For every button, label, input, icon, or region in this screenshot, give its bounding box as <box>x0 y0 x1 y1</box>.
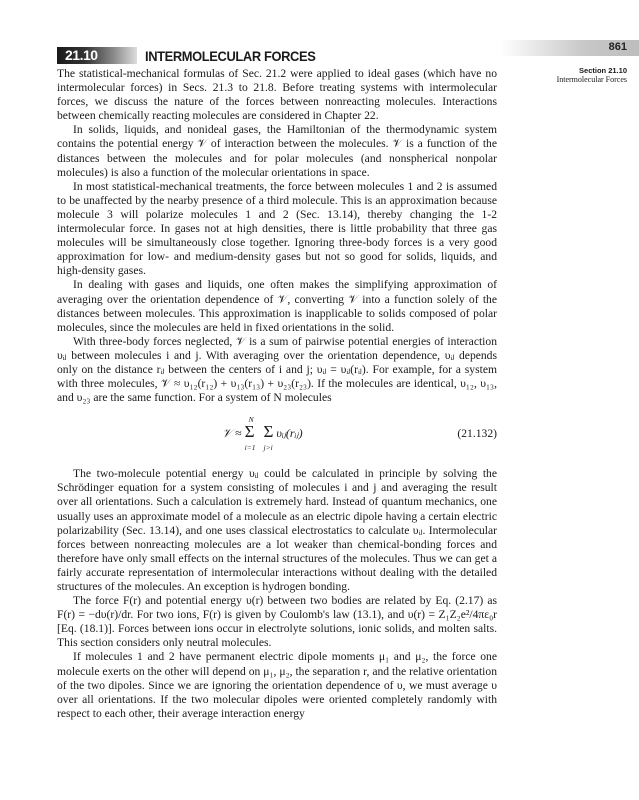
paragraph: The statistical-mechanical formulas of Sec. 21.2 were applied to ideal gases (which have no intermolecular forces) in Secs. 21.3 to 21.8. Before treating systems with intermolecular forces, we discuss the nature of the forces between nonreacting molecules. Interactions between chemically reacting molecules are considered in Chapter 22. <box>57 67 497 123</box>
margin-section-title: Intermolecular Forces <box>556 75 627 84</box>
paragraph: If molecules 1 and 2 have permanent electric dipole moments μ₁ and μ₂, the force one molecule exerts on the other will depend on μ₁, μ₂, the separation r, and the relative orientation of the two dipoles. Since we are ignoring the orientation dependence of υ, we must average υ over all orientations. If the two molecular dipoles were oriented completely randomly with respect to each other, their average interaction energy <box>57 650 497 720</box>
body-text <box>57 67 497 721</box>
equation-number: (21.132) <box>457 427 497 441</box>
sum-symbol: Σ j>i <box>264 422 274 441</box>
equation-lhs: 𝒱 ≈ <box>222 426 242 441</box>
paragraph: The force F(r) and potential energy υ(r) between two bodies are related by Eq. (2.17) as F(r) = −dυ(r)/dr. For two ions, F(r) is given by Coulomb's law (13.1), and υ(r) = Z₁Z₂e²/4πε₀r [Eq. (18.1)]. Forces between ions occur in electrolyte solutions, ionic solids, and molten salts. This section considers only neutral molecules. <box>57 594 497 650</box>
sum-lower-limit: i=1 <box>244 443 256 453</box>
margin-section-label: Section 21.10 <box>579 66 627 75</box>
sum-lower-limit: j>i <box>263 443 273 453</box>
paragraph: In dealing with gases and liquids, one often makes the simplifying approximation of averaging over the orientation dependence of 𝒱, converting 𝒱 into a function solely of the distances between molecules. This approximation is inapplicable to solids composed of polar molecules, since the molecules are held in fixed orientations in the solid. <box>57 278 497 334</box>
paragraph: In most statistical-mechanical treatments, the force between molecules 1 and 2 is assumed to be unaffected by the nearby presence of a third molecule. This is an approximation because molecule 3 will polarize molecules 1 and 2 (Sec. 13.14), thereby changing the 1-2 intermolecular force. In gases not at high densities, there is little probability that three gas molecules will be simultaneously close together. Ignoring three-body forces is a very good approximation for low- and medium-density gases but not so good for solids, liquids, and high-density gases. <box>57 179 497 278</box>
section-number: 21.10 <box>65 47 98 63</box>
equation-term: υᵢⱼ(rᵢⱼ) <box>276 426 303 441</box>
sum-upper-limit: N <box>248 415 254 425</box>
page-number: 861 <box>608 41 627 53</box>
paragraph: With three-body forces neglected, 𝒱 is a sum of pairwise potential energies of interaction υᵢⱼ between molecules i and j. With averaging over the orientation dependence, υᵢⱼ depends only on the distance rᵢⱼ between the centers of i and j; υᵢⱼ = υᵢⱼ(rᵢⱼ). For example, for a system with three molecules, 𝒱 ≈ υ₁₂(r₁₂) + υ₁₃(r₁₃) + υ₂₃(r₂₃). If the molecules are identical, υ₁₂, υ₁₃, and υ₂₃ are the same function. For a system of N molecules <box>57 334 497 405</box>
sum-symbol: Σ N i=1 <box>245 422 255 441</box>
equation-21-132 <box>57 405 497 467</box>
section-number-box <box>57 47 137 64</box>
section-title: INTERMOLECULAR FORCES <box>145 48 316 64</box>
page-header-bar <box>500 40 639 56</box>
paragraph: In solids, liquids, and nonideal gases, the Hamiltonian of the thermodynamic system contains the potential energy 𝒱 of interaction between the molecules. 𝒱 is a function of the distances between the molecules and for polar molecules (and nonspherical nonpolar molecules) is also a function of the molecular orientations in space. <box>57 123 497 179</box>
paragraph: The two-molecule potential energy υᵢⱼ could be calculated in principle by solving the Schrödinger equation for a system consisting of molecules i and j and averaging the result over all orientations. Such a calculation is extremely hard. Instead of quantum mechanics, one usually uses an approximate model of a molecule as an electric dipole having a certain electric polarizability (Sec. 13.14), and one uses classical electrostatics to calculate υᵢⱼ. Intermolecular forces between nonreacting molecules are a lot weaker than chemical-bonding forces and therefore have only small effects on the internal structures of the molecules. Thus we can get a fairly accurate representation of intermolecular interactions without dealing with the detailed structures of the molecules. An exception is hydrogen bonding. <box>57 467 497 593</box>
